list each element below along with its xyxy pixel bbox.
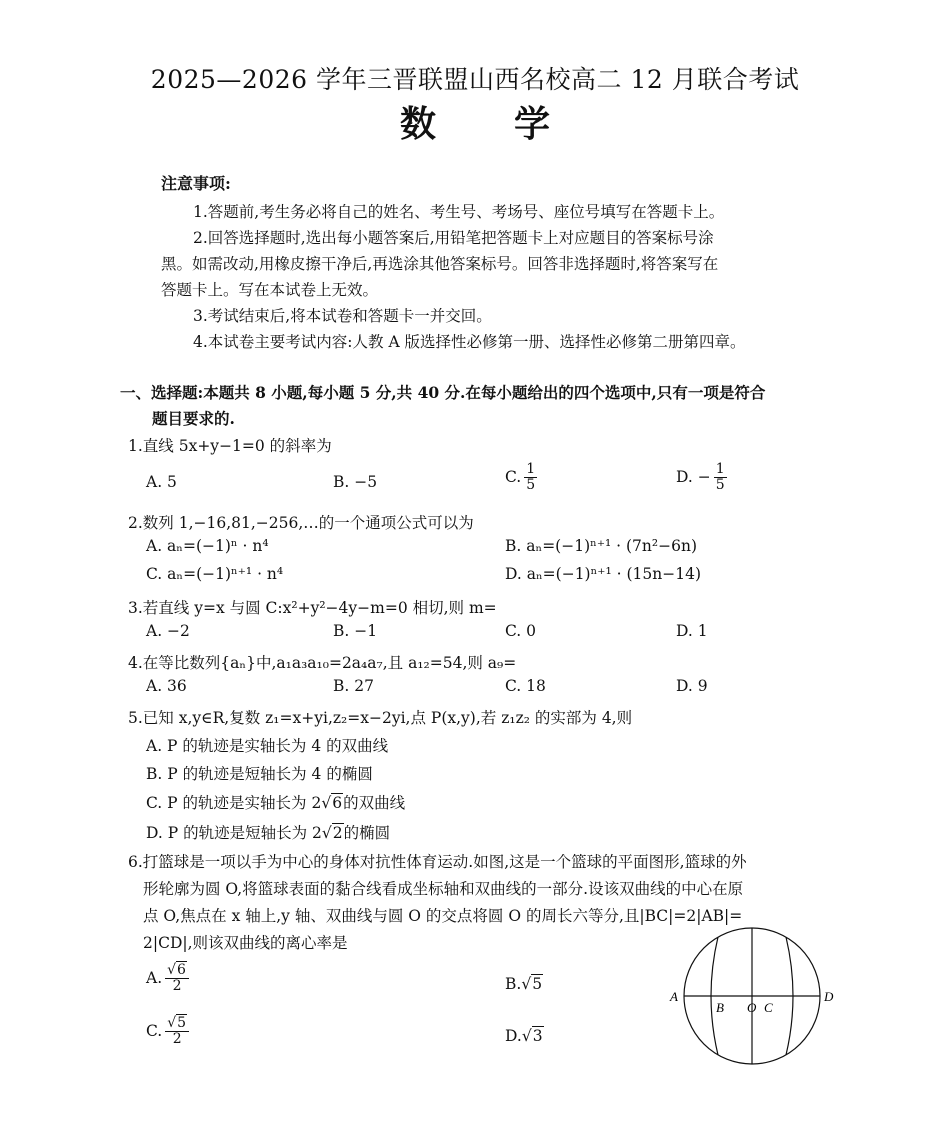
q1-option-b: B. −5	[333, 473, 378, 491]
question-2-stem: 2.数列 1,−16,81,−256,…的一个通项公式可以为	[128, 514, 474, 532]
q1-d-denominator: 5	[715, 477, 725, 494]
label-d: D	[824, 989, 834, 1004]
label-c: C	[764, 1000, 773, 1015]
question-4-stem: 4.在等比数列{aₙ}中,a₁a₃a₁₀=2a₄a₇,且 a₁₂=54,则 a₉=	[128, 654, 517, 672]
q4-option-d: D. 9	[676, 677, 708, 695]
basketball-figure	[660, 922, 840, 1070]
q4-option-a: A. 36	[146, 677, 187, 695]
q1-c-numerator: 1	[526, 461, 536, 477]
q6-a-denominator: 2	[172, 978, 182, 995]
q3-option-a: A. −2	[146, 622, 190, 640]
q5-option-c	[146, 791, 405, 813]
q4-option-c: C. 18	[505, 677, 546, 695]
q5-d-prefix: D. P 的轨迹是短轴长为 2	[146, 824, 322, 842]
q1-c-denominator: 5	[526, 477, 536, 494]
q1-d-numerator: 1	[715, 461, 725, 477]
section-heading-cont: 题目要求的.	[152, 409, 235, 428]
notice-heading: 注意事项:	[161, 174, 231, 193]
question-6-line: 点 O,焦点在 x 轴上,y 轴、双曲线与圆 O 的交点将圆 O 的周长六等分,且|BC|=2|AB|=	[143, 907, 743, 925]
notice-line: 黑。如需改动,用橡皮擦干净后,再选涂其他答案标号。回答非选择题时,将答案写在	[161, 255, 719, 273]
q6-c-numerator: √5	[165, 1016, 189, 1032]
q6-option-a-label: A.	[146, 968, 163, 987]
sqrt-symbol: √	[521, 975, 532, 993]
q6-option-d	[505, 1027, 544, 1045]
label-o: O	[747, 1000, 757, 1015]
question-6-line: 2|CD|,则该双曲线的离心率是	[143, 934, 348, 952]
notice-line: 2.回答选择题时,选出每小题答案后,用铅笔把答题卡上对应题目的答案标号涂	[193, 229, 714, 247]
label-a: A	[670, 989, 678, 1004]
q6-option-a	[146, 963, 189, 995]
sqrt-symbol: √	[521, 1027, 532, 1045]
q1-option-c	[505, 462, 537, 494]
q6-d-radicand: 3	[532, 1027, 543, 1045]
q6-a-radicand: 6	[177, 962, 186, 978]
q6-c-denominator: 2	[172, 1031, 182, 1048]
q1-option-d	[676, 462, 727, 494]
notice-line: 4.本试卷主要考试内容:人教 A 版选择性必修第一册、选择性必修第二册第四章。	[193, 333, 746, 351]
question-1-stem: 1.直线 5x+y−1=0 的斜率为	[128, 437, 332, 455]
q6-c-radicand: 5	[177, 1015, 187, 1031]
q5-option-b: B. P 的轨迹是短轴长为 4 的椭圆	[146, 765, 373, 783]
q1-option-d-label: D. −	[676, 467, 711, 486]
q6-a-numerator: √6	[165, 963, 189, 979]
q5-c-prefix: C. P 的轨迹是实轴长为 2	[146, 794, 322, 812]
label-b: B	[716, 1000, 724, 1015]
q6-option-d-label: D.	[505, 1027, 522, 1045]
q3-option-b: B. −1	[333, 622, 378, 640]
sqrt-symbol: √	[321, 824, 332, 842]
q1-option-a: A. 5	[146, 473, 177, 491]
q5-option-a: A. P 的轨迹是实轴长为 4 的双曲线	[146, 737, 389, 755]
section-heading: 一、选择题:本题共 8 小题,每小题 5 分,共 40 分.在每小题给出的四个选项中,只有一项是符合	[120, 383, 766, 402]
q4-option-b: B. 27	[333, 677, 374, 695]
question-6-line: 6.打篮球是一项以手为中心的身体对抗性体育运动.如图,这是一个篮球的平面图形,篮球的外	[128, 853, 747, 871]
q6-option-c-label: C.	[146, 1021, 163, 1040]
notice-line: 1.答题前,考生务必将自己的姓名、考生号、考场号、座位号填写在答题卡上。	[193, 203, 725, 221]
q6-option-c	[146, 1016, 189, 1048]
question-3-stem: 3.若直线 y=x 与圆 C:x²+y²−4y−m=0 相切,则 m=	[128, 599, 497, 617]
q6-option-b	[505, 975, 543, 993]
q3-option-c: C. 0	[505, 622, 537, 640]
q6-b-radicand: 5	[532, 975, 543, 993]
q2-option-d: D. aₙ=(−1)ⁿ⁺¹ · (15n−14)	[505, 565, 701, 583]
question-5-stem: 5.已知 x,y∈R,复数 z₁=x+yi,z₂=x−2yi,点 P(x,y),若 z₁z₂ 的实部为 4,则	[128, 709, 633, 727]
sqrt-symbol: √	[321, 794, 332, 812]
q2-option-b: B. aₙ=(−1)ⁿ⁺¹ · (7n²−6n)	[505, 537, 697, 555]
q2-option-c: C. aₙ=(−1)ⁿ⁺¹ · n⁴	[146, 565, 284, 583]
q5-option-d	[146, 821, 390, 843]
q2-option-a: A. aₙ=(−1)ⁿ · n⁴	[146, 537, 269, 555]
q5-c-radicand: 6	[332, 794, 343, 812]
exam-title: 2025—2026 学年三晋联盟山西名校高二 12 月联合考试	[150, 65, 800, 94]
q1-option-c-label: C.	[505, 467, 522, 486]
notice-line: 3.考试结束后,将本试卷和答题卡一并交回。	[193, 307, 492, 325]
q5-c-suffix: 的双曲线	[343, 794, 406, 812]
q5-d-radicand: 2	[332, 824, 343, 842]
subject-title: 数学	[399, 103, 628, 145]
q3-option-d: D. 1	[676, 622, 708, 640]
notice-line: 答题卡上。写在本试卷上无效。	[161, 281, 379, 299]
q6-option-b-label: B.	[505, 975, 522, 993]
q5-d-suffix: 的椭圆	[343, 824, 391, 842]
question-6-line: 形轮廓为圆 O,将篮球表面的黏合线看成坐标轴和双曲线的一部分.设该双曲线的中心在原	[143, 880, 744, 898]
